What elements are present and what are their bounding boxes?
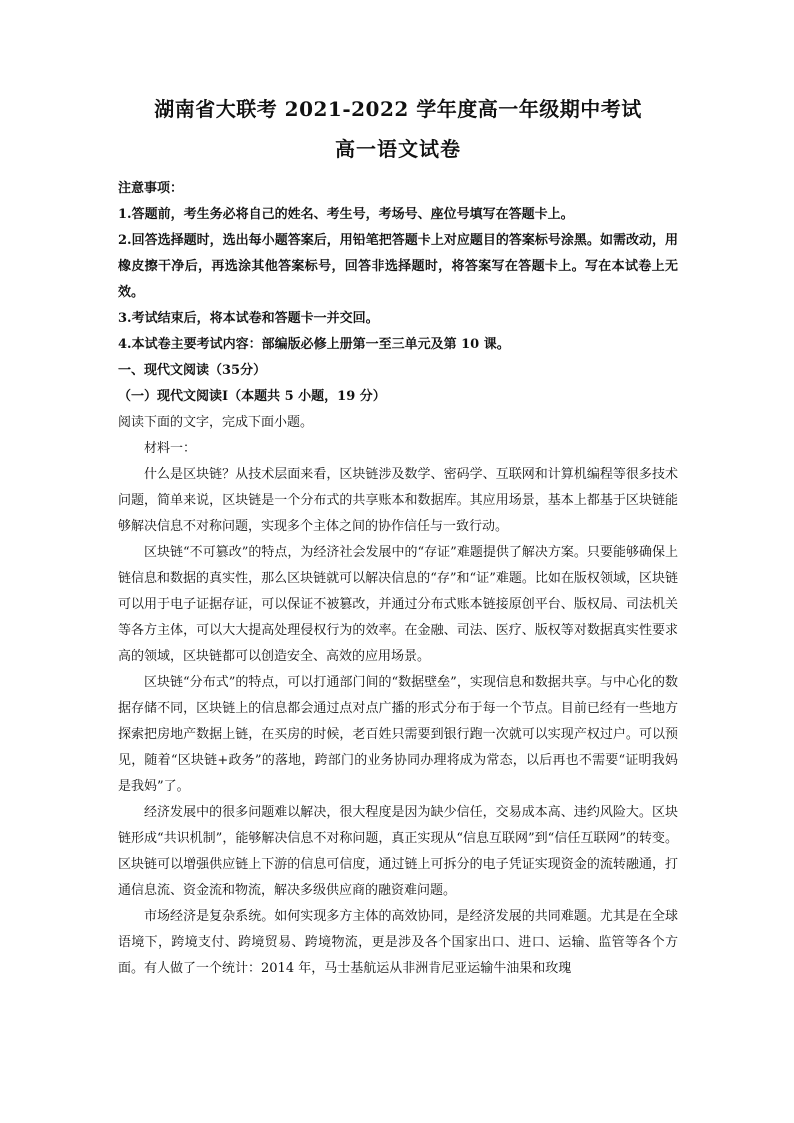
section-heading: 一、现代文阅读（35分） [118, 363, 267, 378]
material-label: 材料一： [144, 441, 197, 456]
instruction-text: 阅读下面的文字，完成下面小题。 [118, 415, 314, 430]
notice-item: 3.考试结束后，将本试卷和答题卡一并交回。 [118, 311, 379, 326]
body-paragraph: 经济发展中的很多问题难以解决，很大程度是因为缺少信任，交易成本高、违约风险大。区块链形成“共识机制”，能够解决信息不对称问题，真正实现从“信息互联网”到“信任互联网”的转变。区块链可以增强供应链上下游的信息可信度，通过链上可拆分的电子凭证实现资金的流转融通，打通信息流、资金流和物流，解决多级供应商的融资难问题。 [118, 805, 678, 898]
page-content [118, 96, 678, 982]
page-subtitle: 高一语文试卷 [335, 137, 461, 161]
notice-item: 1.答题前，考生务必将自己的姓名、考生号，考场号、座位号填写在答题卡上。 [118, 207, 574, 222]
section-subheading: （一）现代文阅读Ⅰ（本题共 5 小题，19 分） [118, 389, 386, 404]
notice-item: 4.本试卷主要考试内容：部编版必修上册第一至三单元及第 10 课。 [118, 337, 510, 352]
body-paragraph: 区块链“分布式”的特点，可以打通部门间的“数据壁垒”，实现信息和数据共享。与中心化的数据存储不同，区块链上的信息都会通过点对点广播的形式分布于每一个节点。目前已经有一些地方探索把房地产数据上链，在买房的时候，老百姓只需要到银行跑一次就可以实现产权过户。可以预见，随着“区块链+政务”的落地，跨部门的业务协同办理将成为常态，以后再也不需要“证明我妈是我妈”了。 [118, 675, 678, 794]
body-paragraph: 市场经济是复杂系统。如何实现多方主体的高效协同，是经济发展的共同难题。尤其是在全球语境下，跨境支付、跨境贸易、跨境物流，更是涉及各个国家出口、进口、运输、监管等各个方面。有人做了一个统计：2014 年，马士基航运从非洲肯尼亚运输牛油果和玫瑰 [118, 909, 678, 976]
page-title: 湖南省大联考 2021-2022 学年度高一年级期中考试 [154, 97, 642, 121]
notice-item: 2.回答选择题时，选出每小题答案后，用铅笔把答题卡上对应题目的答案标号涂黑。如需改动，用橡皮擦干净后，再选涂其他答案标号，回答非选择题时，将答案写在答题卡上。写在本试卷上无效。 [118, 233, 678, 300]
notice-heading: 注意事项： [118, 181, 184, 196]
body-paragraph: 区块链“不可篡改”的特点，为经济社会发展中的“存证”难题提供了解决方案。只要能够确保上链信息和数据的真实性，那么区块链就可以解决信息的“存”和“证”难题。比如在版权领域，区块链可以用于电子证据存证，可以保证不被篡改，并通过分布式账本链接原创平台、版权局、司法机关等各方主体，可以大大提高处理侵权行为的效率。在金融、司法、医疗、版权等对数据真实性要求高的领域，区块链都可以创造安全、高效的应用场景。 [118, 545, 678, 664]
body-paragraph: 什么是区块链？从技术层面来看，区块链涉及数学、密码学、互联网和计算机编程等很多技术问题，简单来说，区块链是一个分布式的共享账本和数据库。其应用场景，基本上都基于区块链能够解决信息不对称问题，实现多个主体之间的协作信任与一致行动。 [118, 467, 678, 534]
